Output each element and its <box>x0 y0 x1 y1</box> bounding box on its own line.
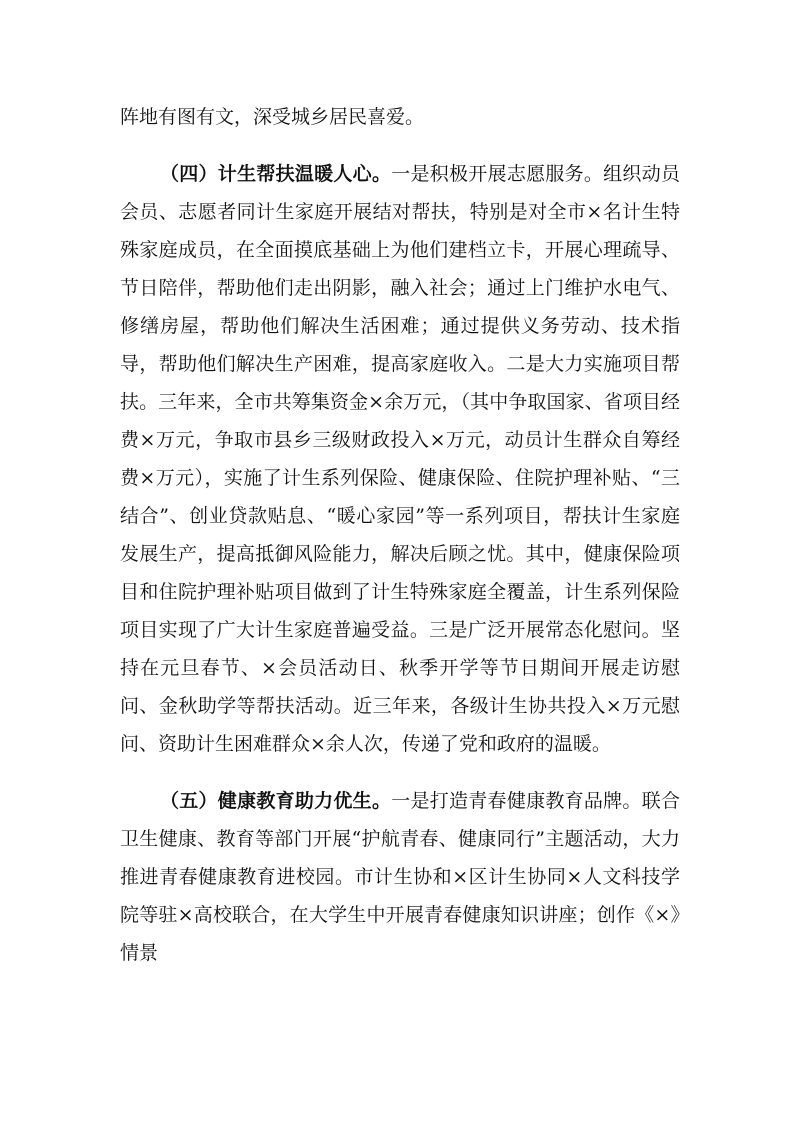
paragraph-health-education <box>120 782 680 972</box>
paragraph-text: 一是打造青春健康教育品牌。联合卫生健康、教育等部门开展“护航青春、健康同行”主题活动，大力推进青春健康教育进校园。市计生协和×区计生协同×人文科技学院等驻×高校联合，在大学生中开展青春健康知识讲座；创作《×》情景 <box>120 790 680 964</box>
section-heading-four: （四）计生帮扶温暖人心。 <box>160 163 392 185</box>
document-body <box>120 98 680 972</box>
paragraph-continuation <box>120 98 680 136</box>
paragraph-text: 一是积极开展志愿服务。组织动员会员、志愿者同计生家庭开展结对帮扶，特别是对全市×名计生特殊家庭成员，在全面摸底基础上为他们建档立卡，开展心理疏导、节日陪伴，帮助他们走出阴影，融入社会；通过上门维护水电气、修缮房屋，帮助他们解决生活困难；通过提供义务劳动、技术指导，帮助他们解决生产困难，提高家庭收入。二是大力实施项目帮扶。三年来，全市共筹集资金×余万元，（其中争取国家、省项目经费×万元，争取市县乡三级财政投入×万元，动员计生群众自筹经费×万元），实施了计生系列保险、健康保险、住院护理补贴、“三结合”、创业贷款贴息、“暖心家园”等一系列项目，帮扶计生家庭发展生产，提高抵御风险能力，解决后顾之忧。其中，健康保险项目和住院护理补贴项目做到了计生特殊家庭全覆盖，计生系列保险项目实现了广大计生家庭普遍受益。三是广泛开展常态化慰问。坚持在元旦春节、×会员活动日、秋季开学等节日期间开展走访慰问、金秋助学等帮扶活动。近三年来，各级计生协共投入×万元慰问、资助计生困难群众×余人次，传递了党和政府的温暖。 <box>120 163 680 755</box>
paragraph-family-planning-assistance <box>120 155 680 763</box>
paragraph-text: 阵地有图有文，深受城乡居民喜爱。 <box>120 106 425 128</box>
section-heading-five: （五）健康教育助力优生。 <box>160 790 392 812</box>
